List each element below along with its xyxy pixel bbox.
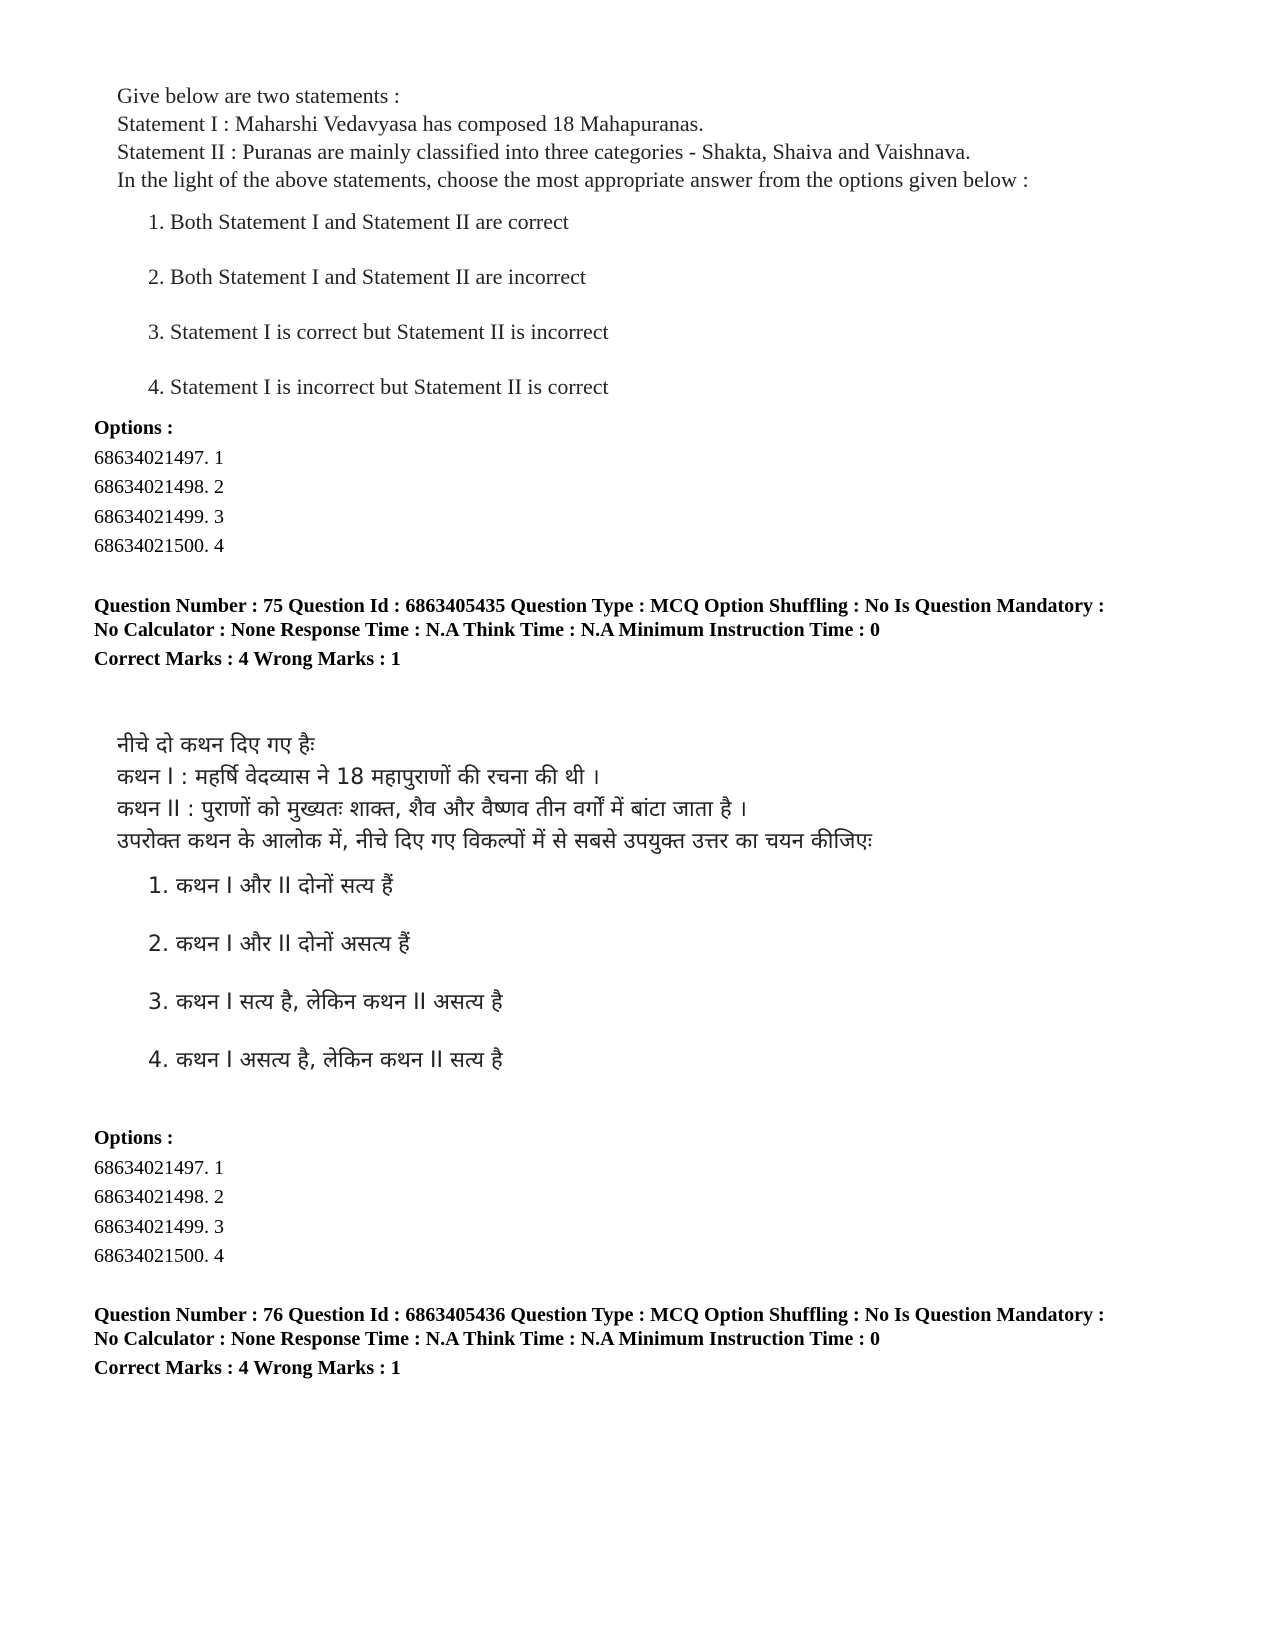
question-75-statement-image: [117, 730, 872, 1090]
statement-2: कथन II : पुराणों को मुख्यतः शाक्त, शैव और वैष्णव तीन वर्गों में बांटा जाता है ।: [117, 797, 747, 822]
choice-3: 3. कथन I सत्य है, लेकिन कथन II असत्य है: [148, 990, 503, 1015]
question-meta-line-2: No Calculator : None Response Time : N.A Think Time : N.A Minimum Instruction Time : 0: [94, 1328, 880, 1350]
statement-intro: Give below are two statements :: [117, 83, 400, 108]
question-marks: Correct Marks : 4 Wrong Marks : 1: [94, 648, 401, 670]
question-meta-line-1: Question Number : 75 Question Id : 6863405435 Question Type : MCQ Option Shuffling : No Is Question Mandatory :: [94, 595, 1105, 617]
option-id-row: 68634021499. 3: [94, 1215, 224, 1238]
options-label: Options :: [94, 417, 174, 439]
question-meta-line-1: Question Number : 76 Question Id : 6863405436 Question Type : MCQ Option Shuffling : No Is Question Mandatory :: [94, 1304, 1105, 1326]
statement-1: कथन I : महर्षि वेदव्यास ने 18 महापुराणों की रचना की थी ।: [117, 765, 600, 790]
question-meta-line-2: No Calculator : None Response Time : N.A Think Time : N.A Minimum Instruction Time : 0: [94, 619, 880, 641]
statement-instruction: उपरोक्त कथन के आलोक में, नीचे दिए गए विकल्पों में से सबसे उपयुक्त उत्तर का चयन कीजिएः: [117, 829, 873, 854]
question-74-options: [94, 414, 224, 562]
question-74-statement-image: [117, 82, 1029, 414]
option-id-row: 68634021498. 2: [94, 1186, 224, 1208]
question-75-options: [94, 1124, 224, 1272]
choice-2: 2. Both Statement I and Statement II are incorrect: [148, 264, 587, 289]
choice-1: 1. कथन I और II दोनों सत्य हैं: [148, 874, 394, 899]
choice-4: 4. कथन I असत्य है, लेकिन कथन II सत्य है: [148, 1048, 503, 1073]
option-id-row: 68634021497. 1: [94, 446, 224, 469]
question-75-header: [94, 594, 1214, 671]
option-id-row: 68634021500. 4: [94, 535, 224, 557]
options-label: Options :: [94, 1127, 174, 1149]
statement-1: Statement I : Maharshi Vedavyasa has composed 18 Mahapuranas.: [117, 111, 704, 136]
option-id-row: 68634021497. 1: [94, 1156, 224, 1179]
choice-4: 4. Statement I is incorrect but Statement II is correct: [148, 374, 609, 399]
option-id-row: 68634021499. 3: [94, 505, 224, 528]
choice-2: 2. कथन I और II दोनों असत्य हैं: [148, 932, 410, 957]
choice-1: 1. Both Statement I and Statement II are correct: [148, 209, 569, 234]
question-76-header: [94, 1303, 1214, 1380]
option-id-row: 68634021498. 2: [94, 476, 224, 498]
choice-3: 3. Statement I is correct but Statement II is incorrect: [148, 319, 609, 344]
statement-2: Statement II : Puranas are mainly classified into three categories - Shakta, Shaiva and Vaishnava.: [117, 139, 971, 164]
question-marks: Correct Marks : 4 Wrong Marks : 1: [94, 1357, 401, 1379]
statement-instruction: In the light of the above statements, choose the most appropriate answer from the options given below :: [117, 167, 1029, 192]
option-id-row: 68634021500. 4: [94, 1245, 224, 1267]
statement-intro: नीचे दो कथन दिए गए हैः: [117, 733, 315, 758]
